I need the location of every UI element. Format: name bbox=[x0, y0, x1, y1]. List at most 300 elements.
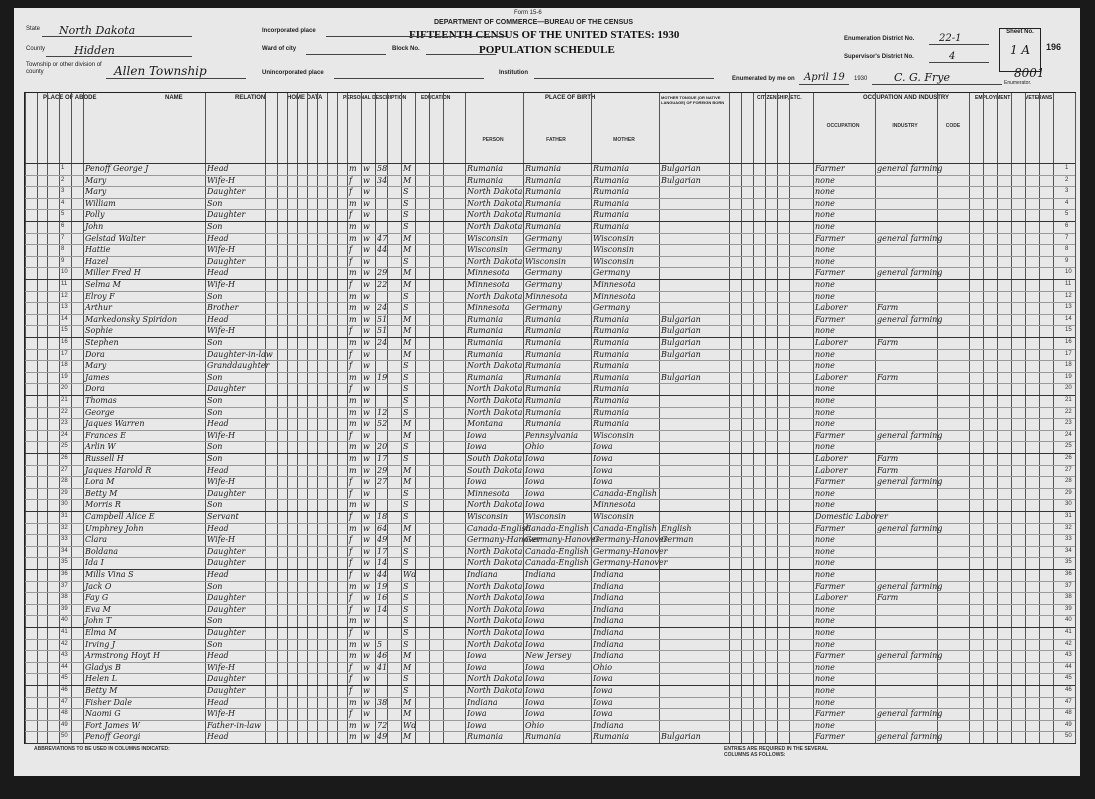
row-marital: S bbox=[403, 256, 409, 266]
row-relation: Head bbox=[207, 651, 229, 661]
row-relation: Son bbox=[207, 454, 223, 463]
block-label: Block No. bbox=[392, 46, 420, 52]
row-relation: Wife-H bbox=[207, 326, 236, 336]
row-age: 44 bbox=[377, 245, 388, 255]
row-mother-birthplace: Germany bbox=[593, 268, 630, 278]
row-industry: general farming bbox=[877, 523, 943, 533]
row-father-birthplace: Iowa bbox=[525, 628, 545, 637]
row-name: Arthur bbox=[85, 303, 112, 313]
row-name: Sophie bbox=[85, 326, 113, 336]
row-line-number-right: 4 bbox=[1065, 199, 1069, 206]
row-line-number: 28 bbox=[61, 478, 68, 485]
row-birthplace: North Dakota bbox=[467, 604, 523, 614]
row-race: w bbox=[363, 488, 370, 498]
row-race: w bbox=[363, 384, 370, 394]
row-sex: f bbox=[349, 512, 352, 521]
row-marital: M bbox=[403, 280, 412, 289]
row-name: Eva M bbox=[85, 604, 111, 614]
row-industry: general farming bbox=[877, 430, 943, 440]
row-father-birthplace: Iowa bbox=[525, 709, 545, 719]
row-age: 12 bbox=[377, 407, 388, 417]
row-birthplace: Rumania bbox=[467, 314, 504, 324]
row-relation: Daughter bbox=[207, 558, 246, 568]
ward-label: Ward of city bbox=[262, 46, 297, 52]
row-mother-birthplace: Indiana bbox=[593, 639, 624, 649]
row-line-number-right: 25 bbox=[1065, 443, 1072, 450]
row-industry: general farming bbox=[877, 732, 943, 742]
row-line-number-right: 27 bbox=[1065, 466, 1072, 473]
row-father-birthplace: Rumania bbox=[525, 349, 562, 359]
row-race: w bbox=[363, 500, 370, 510]
row-name: Jack O bbox=[85, 581, 112, 591]
row-marital: M bbox=[403, 697, 412, 707]
row-line-number-right: 28 bbox=[1065, 478, 1072, 485]
row-occupation: Laborer bbox=[815, 338, 848, 347]
row-race: w bbox=[363, 361, 370, 371]
row-line-number: 47 bbox=[61, 698, 68, 705]
row-marital: M bbox=[403, 709, 412, 719]
row-birthplace: North Dakota bbox=[467, 686, 523, 695]
row-occupation: none bbox=[815, 419, 835, 429]
row-sex: m bbox=[349, 314, 357, 324]
row-marital: M bbox=[403, 164, 412, 173]
row-line-number: 46 bbox=[61, 687, 68, 693]
row-occupation: none bbox=[815, 256, 835, 266]
row-father-birthplace: Germany bbox=[525, 303, 562, 313]
row-occupation: Laborer bbox=[815, 454, 848, 463]
row-race: w bbox=[363, 291, 370, 301]
row-race: w bbox=[363, 349, 370, 359]
row-line-number-right: 23 bbox=[1065, 420, 1072, 427]
row-father-birthplace: Rumania bbox=[525, 326, 562, 336]
row-birthplace: North Dakota bbox=[467, 558, 523, 568]
row-marital: S bbox=[403, 546, 409, 556]
row-line-number-right: 13 bbox=[1065, 304, 1072, 311]
row-marital: S bbox=[403, 372, 409, 382]
col-father: FATHER bbox=[546, 137, 566, 143]
row-name: Morris R bbox=[85, 500, 121, 510]
row-sex: m bbox=[349, 697, 357, 707]
row-occupation: none bbox=[815, 442, 835, 452]
row-name: James bbox=[85, 372, 110, 382]
row-sex: m bbox=[349, 419, 357, 429]
row-mother-birthplace: Iowa bbox=[593, 697, 613, 707]
row-marital: S bbox=[403, 674, 409, 684]
row-mother-tongue: Bulgarian bbox=[661, 349, 701, 359]
row-occupation: Domestic Laborer bbox=[815, 512, 888, 521]
row-occupation: none bbox=[815, 407, 835, 417]
row-occupation: none bbox=[815, 604, 835, 614]
row-relation: Son bbox=[207, 396, 223, 405]
row-father-birthplace: Rumania bbox=[525, 732, 562, 742]
row-name: Markedonsky Spiridon bbox=[85, 314, 178, 324]
row-line-number-right: 18 bbox=[1065, 362, 1072, 369]
incorporated-label: Incorporated place bbox=[262, 28, 316, 34]
row-name: John T bbox=[85, 616, 112, 626]
enum-district-value: 22-1 bbox=[939, 33, 962, 44]
row-line-number-right: 17 bbox=[1065, 350, 1072, 357]
row-name: Fisher Dale bbox=[85, 697, 132, 707]
row-line-number: 45 bbox=[61, 675, 68, 682]
row-race: w bbox=[363, 372, 370, 382]
row-line-number-right: 8 bbox=[1065, 246, 1069, 253]
row-sex: m bbox=[349, 268, 357, 278]
row-relation: Father-in-law bbox=[207, 720, 261, 730]
row-father-birthplace: Iowa bbox=[525, 465, 545, 475]
row-line-number-right: 19 bbox=[1065, 373, 1072, 380]
row-marital: S bbox=[403, 384, 409, 394]
row-age: 38 bbox=[377, 697, 388, 707]
row-industry: Farm bbox=[877, 454, 899, 463]
col-code: CODE bbox=[945, 123, 961, 129]
row-age: 14 bbox=[377, 558, 388, 568]
row-marital: S bbox=[403, 616, 409, 626]
row-name: Selma M bbox=[85, 280, 121, 289]
row-father-birthplace: Iowa bbox=[525, 674, 545, 684]
row-marital: S bbox=[403, 604, 409, 614]
row-name: John bbox=[85, 222, 104, 231]
row-occupation: none bbox=[815, 616, 835, 626]
row-industry: Farm bbox=[877, 593, 899, 603]
row-relation: Wife-H bbox=[207, 535, 236, 545]
row-marital: M bbox=[403, 477, 412, 487]
row-sex: m bbox=[349, 500, 357, 510]
row-name: William bbox=[85, 198, 116, 208]
row-race: w bbox=[363, 303, 370, 313]
row-line-number: 34 bbox=[61, 547, 68, 554]
row-birthplace: North Dakota bbox=[467, 361, 523, 371]
row-line-number-right: 36 bbox=[1065, 571, 1072, 577]
row-name: Jaques Harold R bbox=[85, 465, 152, 475]
row-sex: f bbox=[349, 686, 352, 695]
row-mother-birthplace: Rumania bbox=[593, 396, 630, 405]
row-race: w bbox=[363, 338, 370, 347]
row-occupation: Farmer bbox=[815, 233, 845, 243]
row-relation: Head bbox=[207, 164, 229, 173]
row-mother-birthplace: Rumania bbox=[593, 164, 630, 173]
row-age: 17 bbox=[377, 546, 388, 556]
row-mother-birthplace: Iowa bbox=[593, 686, 613, 695]
row-line-number: 16 bbox=[61, 339, 68, 345]
row-mother-birthplace: Rumania bbox=[593, 198, 630, 208]
col-occupation: OCCUPATION bbox=[826, 123, 860, 129]
row-line-number-right: 45 bbox=[1065, 675, 1072, 682]
row-relation: Daughter bbox=[207, 488, 246, 498]
row-sex: m bbox=[349, 720, 357, 730]
row-name: Polly bbox=[85, 210, 105, 220]
row-line-number: 40 bbox=[61, 617, 68, 624]
row-sex: m bbox=[349, 198, 357, 208]
row-line-number-right: 46 bbox=[1065, 687, 1072, 693]
row-name: Dora bbox=[85, 349, 105, 359]
row-occupation: none bbox=[815, 326, 835, 336]
row-line-number: 43 bbox=[61, 652, 68, 659]
row-relation: Wife-H bbox=[207, 245, 236, 255]
row-birthplace: North Dakota bbox=[467, 396, 523, 405]
row-marital: S bbox=[403, 558, 409, 568]
row-father-birthplace: Iowa bbox=[525, 454, 545, 463]
row-line-number: 32 bbox=[61, 524, 68, 531]
row-relation: Daughter bbox=[207, 546, 246, 556]
row-line-number: 21 bbox=[61, 397, 68, 403]
col-industry: INDUSTRY bbox=[892, 123, 918, 129]
row-line-number-right: 6 bbox=[1065, 223, 1069, 229]
enumerated-label: Enumerated by me on bbox=[732, 76, 795, 82]
row-marital: M bbox=[403, 732, 412, 742]
row-marital: M bbox=[403, 465, 412, 475]
row-marital: S bbox=[403, 303, 409, 313]
row-age: 29 bbox=[377, 268, 388, 278]
row-father-birthplace: Iowa bbox=[525, 639, 545, 649]
row-relation: Wife-H bbox=[207, 662, 236, 672]
row-occupation: none bbox=[815, 187, 835, 197]
row-marital: M bbox=[403, 326, 412, 336]
row-relation: Brother bbox=[207, 303, 239, 313]
row-age: 41 bbox=[377, 662, 388, 672]
dept-line: DEPARTMENT OF COMMERCE—BUREAU OF THE CENSUS bbox=[434, 19, 633, 26]
row-birthplace: Wisconsin bbox=[467, 233, 509, 243]
row-birthplace: North Dakota bbox=[467, 674, 523, 684]
row-name: Arlin W bbox=[85, 442, 116, 452]
row-occupation: none bbox=[815, 396, 835, 405]
row-birthplace: Iowa bbox=[467, 477, 487, 487]
row-industry: general farming bbox=[877, 651, 943, 661]
row-age: 52 bbox=[377, 419, 388, 429]
row-sex: f bbox=[349, 570, 352, 579]
row-father-birthplace: Rumania bbox=[525, 164, 562, 173]
row-father-birthplace: Rumania bbox=[525, 175, 562, 185]
row-race: w bbox=[363, 210, 370, 220]
row-mother-birthplace: Rumania bbox=[593, 338, 630, 347]
row-father-birthplace: Rumania bbox=[525, 372, 562, 382]
row-line-number: 36 bbox=[61, 571, 68, 577]
row-race: w bbox=[363, 709, 370, 719]
row-line-number-right: 38 bbox=[1065, 594, 1072, 601]
row-birthplace: North Dakota bbox=[467, 639, 523, 649]
row-marital: M bbox=[403, 268, 412, 278]
row-mother-birthplace: Minnesota bbox=[593, 280, 636, 289]
row-marital: S bbox=[403, 396, 409, 405]
row-birthplace: Rumania bbox=[467, 372, 504, 382]
group-occupation: OCCUPATION AND INDUSTRY bbox=[863, 95, 949, 101]
enumerator-label: Enumerator. bbox=[1004, 80, 1032, 86]
sheet-label: Sheet No. bbox=[1006, 29, 1034, 35]
row-mother-birthplace: Germany-Hanover bbox=[593, 546, 668, 556]
row-relation: Son bbox=[207, 639, 223, 649]
state-label: State bbox=[26, 26, 41, 32]
row-relation: Son bbox=[207, 338, 223, 347]
row-sex: m bbox=[349, 338, 357, 347]
row-relation: Head bbox=[207, 570, 229, 579]
row-marital: M bbox=[403, 175, 412, 185]
group-name: NAME bbox=[165, 95, 183, 101]
row-father-birthplace: Canada-English bbox=[525, 558, 589, 568]
row-mother-birthplace: Germany-Hanover bbox=[593, 558, 668, 568]
row-mother-birthplace: Germany bbox=[593, 303, 630, 313]
row-sex: m bbox=[349, 303, 357, 313]
col-mother: MOTHER bbox=[613, 137, 635, 143]
row-line-number-right: 47 bbox=[1065, 698, 1072, 705]
row-line-number-right: 30 bbox=[1065, 501, 1072, 508]
row-line-number: 44 bbox=[61, 663, 68, 670]
row-race: w bbox=[363, 419, 370, 429]
row-name: Mills Vina S bbox=[85, 570, 134, 579]
row-relation: Wife-H bbox=[207, 175, 236, 185]
row-occupation: Laborer bbox=[815, 372, 848, 382]
row-industry: Farm bbox=[877, 338, 899, 347]
row-sex: m bbox=[349, 454, 357, 463]
row-line-number-right: 48 bbox=[1065, 710, 1072, 717]
row-sex: f bbox=[349, 535, 352, 545]
row-occupation: Farmer bbox=[815, 651, 845, 661]
row-occupation: none bbox=[815, 546, 835, 556]
row-line-number-right: 10 bbox=[1065, 269, 1072, 276]
row-mother-birthplace: Rumania bbox=[593, 222, 630, 231]
row-birthplace: Iowa bbox=[467, 709, 487, 719]
abbrev-title: ABBREVIATIONS TO BE USED IN COLUMNS INDICATED: bbox=[34, 746, 170, 752]
row-mother-birthplace: Wisconsin bbox=[593, 233, 635, 243]
enumerator-name: C. G. Frye bbox=[894, 71, 951, 84]
row-relation: Son bbox=[207, 372, 223, 382]
row-birthplace: North Dakota bbox=[467, 222, 523, 231]
row-occupation: Farmer bbox=[815, 164, 845, 173]
row-line-number: 37 bbox=[61, 582, 68, 589]
row-marital: S bbox=[403, 198, 409, 208]
row-race: w bbox=[363, 198, 370, 208]
row-race: w bbox=[363, 442, 370, 452]
row-father-birthplace: Germany bbox=[525, 268, 562, 278]
row-father-birthplace: Ohio bbox=[525, 720, 545, 730]
row-age: 46 bbox=[377, 651, 388, 661]
row-age: 51 bbox=[377, 326, 388, 336]
row-line-number: 6 bbox=[61, 223, 65, 229]
row-father-birthplace: New Jersey bbox=[525, 651, 572, 661]
row-marital: S bbox=[403, 593, 409, 603]
county-label: County bbox=[26, 46, 46, 52]
row-industry: general farming bbox=[877, 477, 943, 487]
row-father-birthplace: Rumania bbox=[525, 210, 562, 220]
row-mother-birthplace: Indiana bbox=[593, 570, 624, 579]
row-name: Fay G bbox=[85, 593, 109, 603]
group-birthplace: PLACE OF BIRTH bbox=[545, 95, 596, 101]
row-race: w bbox=[363, 465, 370, 475]
row-race: w bbox=[363, 628, 370, 637]
row-sex: f bbox=[349, 384, 352, 394]
row-mother-birthplace: Rumania bbox=[593, 175, 630, 185]
row-age: 44 bbox=[377, 570, 388, 579]
row-birthplace: Rumania bbox=[467, 326, 504, 336]
row-birthplace: North Dakota bbox=[467, 384, 523, 394]
row-relation: Wife-H bbox=[207, 709, 236, 719]
row-father-birthplace: Rumania bbox=[525, 396, 562, 405]
row-race: w bbox=[363, 639, 370, 649]
row-line-number: 27 bbox=[61, 466, 68, 473]
row-occupation: Farmer bbox=[815, 709, 845, 719]
row-race: w bbox=[363, 593, 370, 603]
row-father-birthplace: Canada-English bbox=[525, 546, 589, 556]
row-birthplace: Montana bbox=[467, 419, 504, 429]
row-relation: Head bbox=[207, 233, 229, 243]
row-father-birthplace: Minnesota bbox=[525, 291, 568, 301]
row-line-number: 15 bbox=[61, 327, 68, 334]
row-sex: m bbox=[349, 372, 357, 382]
row-father-birthplace: Wisconsin bbox=[525, 512, 567, 521]
row-occupation: none bbox=[815, 222, 835, 231]
row-industry: general farming bbox=[877, 268, 943, 278]
township-value: Allen Township bbox=[114, 64, 207, 78]
row-relation: Granddaughter bbox=[207, 361, 270, 371]
row-father-birthplace: Indiana bbox=[525, 570, 556, 579]
row-sex: f bbox=[349, 628, 352, 637]
row-relation: Son bbox=[207, 500, 223, 510]
row-marital: S bbox=[403, 628, 409, 637]
row-line-number-right: 34 bbox=[1065, 547, 1072, 554]
row-name: Frances E bbox=[85, 430, 126, 440]
group-personal: PERSONAL DESCRIPTION bbox=[343, 95, 407, 101]
row-father-birthplace: Rumania bbox=[525, 222, 562, 231]
row-race: w bbox=[363, 256, 370, 266]
row-line-number-right: 35 bbox=[1065, 559, 1072, 566]
row-race: w bbox=[363, 314, 370, 324]
row-birthplace: Germany-Hanover bbox=[467, 535, 542, 545]
row-line-number-right: 21 bbox=[1065, 397, 1072, 403]
row-race: w bbox=[363, 268, 370, 278]
row-mother-birthplace: Rumania bbox=[593, 326, 630, 336]
row-line-number: 29 bbox=[61, 489, 68, 496]
row-birthplace: Wisconsin bbox=[467, 245, 509, 255]
row-race: w bbox=[363, 616, 370, 626]
row-line-number-right: 24 bbox=[1065, 431, 1072, 438]
row-mother-tongue: Bulgarian bbox=[661, 314, 701, 324]
row-race: w bbox=[363, 651, 370, 661]
row-age: 24 bbox=[377, 338, 388, 347]
row-sex: f bbox=[349, 326, 352, 336]
group-place-of-abode: PLACE OF ABODE bbox=[43, 95, 97, 101]
row-birthplace: Rumania bbox=[467, 349, 504, 359]
row-father-birthplace: Canada-English bbox=[525, 523, 589, 533]
row-race: w bbox=[363, 581, 370, 591]
row-mother-birthplace: Wisconsin bbox=[593, 430, 635, 440]
row-age: 72 bbox=[377, 720, 388, 730]
row-marital: S bbox=[403, 291, 409, 301]
row-race: w bbox=[363, 407, 370, 417]
row-marital: S bbox=[403, 361, 409, 371]
row-name: Boldana bbox=[85, 546, 119, 556]
row-sex: m bbox=[349, 222, 357, 231]
row-line-number: 17 bbox=[61, 350, 68, 357]
row-line-number: 5 bbox=[61, 211, 65, 218]
row-sex: f bbox=[349, 361, 352, 371]
entries-title: ENTRIES ARE REQUIRED IN THE SEVERAL COLUMNS AS FOLLOWS: bbox=[724, 746, 828, 758]
census-grid bbox=[24, 92, 1076, 744]
row-line-number-right: 20 bbox=[1065, 385, 1072, 392]
row-line-number-right: 39 bbox=[1065, 605, 1072, 612]
row-father-birthplace: Germany bbox=[525, 280, 562, 289]
row-mother-birthplace: Minnesota bbox=[593, 291, 636, 301]
row-industry: Farm bbox=[877, 303, 899, 313]
row-occupation: none bbox=[815, 500, 835, 510]
schedule-title: POPULATION SCHEDULE bbox=[479, 44, 615, 56]
row-line-number-right: 16 bbox=[1065, 339, 1072, 345]
row-line-number-right: 22 bbox=[1065, 408, 1072, 415]
row-marital: M bbox=[403, 535, 412, 545]
row-industry: general farming bbox=[877, 314, 943, 324]
row-industry: general farming bbox=[877, 164, 943, 173]
row-sex: m bbox=[349, 616, 357, 626]
row-line-number: 24 bbox=[61, 431, 68, 438]
row-birthplace: Rumania bbox=[467, 732, 504, 742]
row-line-number-right: 9 bbox=[1065, 257, 1069, 264]
